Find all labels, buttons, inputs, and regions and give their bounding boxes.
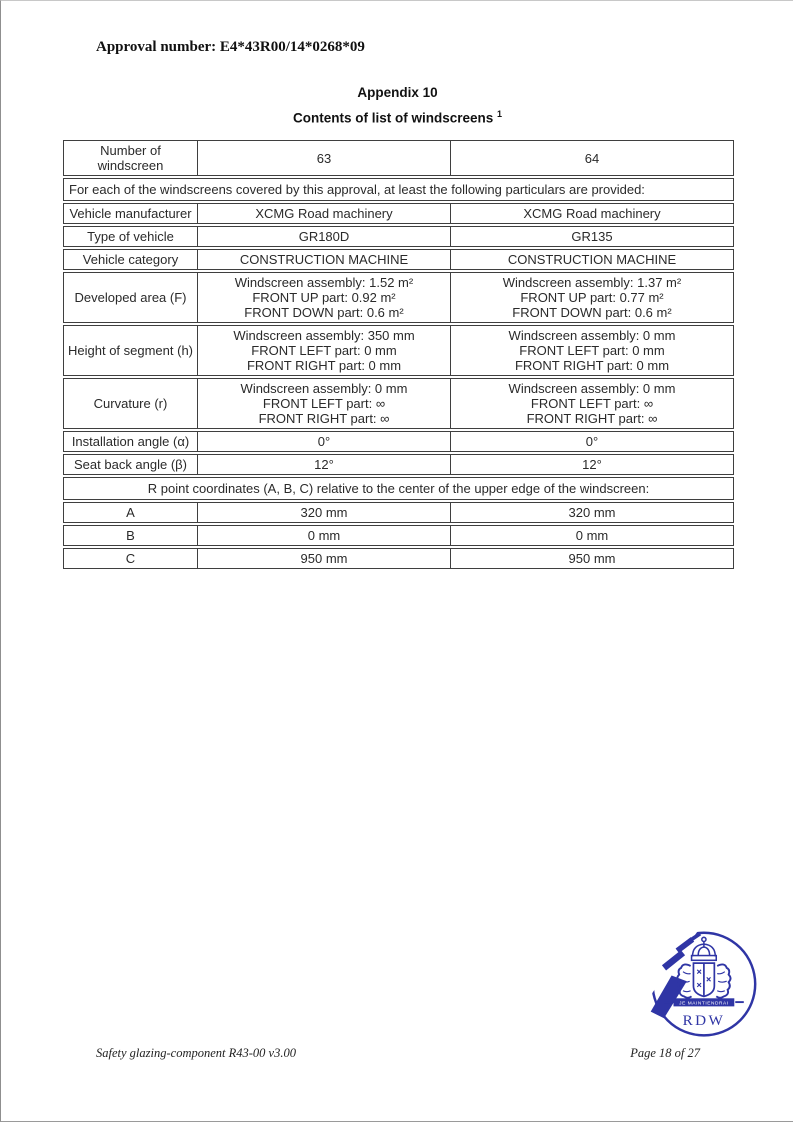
row-label: Curvature (r) bbox=[93, 396, 168, 411]
table-row bbox=[63, 431, 734, 452]
row-cell bbox=[197, 455, 450, 474]
row-cell bbox=[450, 204, 733, 223]
cell-line: 950 mm bbox=[300, 551, 348, 566]
row-label: Vehicle category bbox=[82, 252, 179, 267]
cell-line: GR180D bbox=[298, 229, 350, 244]
cell-line: FRONT LEFT part: 0 mm bbox=[251, 343, 397, 358]
row-cell bbox=[450, 503, 733, 522]
row-cell bbox=[197, 549, 450, 568]
cell-line: CONSTRUCTION MACHINE bbox=[239, 252, 409, 267]
table-row bbox=[63, 272, 734, 323]
crown-icon bbox=[692, 937, 717, 960]
contents-table bbox=[63, 140, 734, 569]
row-cell bbox=[197, 250, 450, 269]
row-cell bbox=[197, 526, 450, 545]
cell-line: FRONT LEFT part: ∞ bbox=[262, 396, 386, 411]
row-cell bbox=[450, 526, 733, 545]
approval-number: Approval number: E4*43R00/14*0268*09 bbox=[96, 39, 365, 55]
lion-right-icon bbox=[716, 964, 730, 997]
footnote-marker: 1 bbox=[497, 109, 503, 119]
table-row bbox=[63, 525, 734, 546]
cell-line: 320 mm bbox=[568, 505, 616, 520]
table-row bbox=[63, 178, 734, 201]
row-label: C bbox=[125, 551, 136, 566]
rdw-stamp-logo bbox=[645, 928, 759, 1042]
footer-page-number: Page 18 of 27 bbox=[630, 1046, 700, 1060]
cell-line: FRONT LEFT part: 0 mm bbox=[519, 343, 665, 358]
cell-line: 950 mm bbox=[568, 551, 616, 566]
motto-banner bbox=[664, 998, 744, 1006]
row-cell bbox=[450, 141, 733, 175]
row-cell bbox=[450, 250, 733, 269]
cell-line: FRONT RIGHT part: 0 mm bbox=[246, 358, 402, 373]
row-label: Height of segment (h) bbox=[68, 343, 194, 358]
cell-line: FRONT DOWN part: 0.6 m² bbox=[244, 305, 404, 320]
row-cell bbox=[450, 379, 733, 428]
table-row bbox=[63, 226, 734, 247]
cell-line: XCMG Road machinery bbox=[523, 206, 661, 221]
motto-text: JE MAINTIENDRAI bbox=[679, 1001, 729, 1007]
cell-line: FRONT DOWN part: 0.6 m² bbox=[512, 305, 672, 320]
cell-line: FRONT UP part: 0.92 m² bbox=[252, 290, 396, 305]
contents-title-text: Contents of list of windscreens bbox=[292, 110, 494, 126]
cell-line: 0 mm bbox=[575, 528, 609, 543]
cell-line: Windscreen assembly: 0 mm bbox=[508, 328, 676, 343]
shield-icon bbox=[693, 963, 714, 996]
row-label: Number of windscreen bbox=[97, 143, 164, 173]
row-label: Type of vehicle bbox=[87, 229, 174, 244]
row-cell bbox=[197, 379, 450, 428]
contents-title bbox=[1, 109, 793, 126]
cell-line: 0 mm bbox=[307, 528, 341, 543]
row-cell bbox=[197, 503, 450, 522]
row-cell bbox=[450, 227, 733, 246]
row-label: Vehicle manufacturer bbox=[69, 206, 192, 221]
rdw-wordmark: RDW bbox=[682, 1011, 726, 1029]
cell-line: Windscreen assembly: 1.52 m² bbox=[234, 275, 414, 290]
appendix-title: Appendix 10 bbox=[357, 85, 438, 100]
footer-document-id: Safety glazing-component R43-00 v3.00 bbox=[96, 1046, 296, 1060]
cell-line: FRONT LEFT part: ∞ bbox=[530, 396, 654, 411]
row-cell bbox=[197, 432, 450, 451]
row-label: Installation angle (α) bbox=[71, 434, 190, 449]
row-cell bbox=[197, 273, 450, 322]
row-label: B bbox=[126, 528, 135, 543]
cell-line: CONSTRUCTION MACHINE bbox=[507, 252, 677, 267]
row-cell bbox=[450, 432, 733, 451]
table-row bbox=[63, 378, 734, 429]
cell-line: 63 bbox=[316, 150, 332, 166]
cell-line: 12° bbox=[582, 457, 602, 472]
row-cell bbox=[197, 326, 450, 375]
cell-line: FRONT RIGHT part: ∞ bbox=[526, 411, 658, 426]
table-row bbox=[63, 325, 734, 376]
cell-line: Windscreen assembly: 350 mm bbox=[233, 328, 415, 343]
cell-line: FRONT RIGHT part: 0 mm bbox=[514, 358, 670, 373]
cell-line: FRONT UP part: 0.77 m² bbox=[520, 290, 664, 305]
table-row bbox=[63, 140, 734, 176]
cell-line: Windscreen assembly: 1.37 m² bbox=[502, 275, 682, 290]
row-cell bbox=[197, 141, 450, 175]
cell-line: FRONT RIGHT part: ∞ bbox=[258, 411, 390, 426]
row-label: Seat back angle (β) bbox=[74, 457, 187, 472]
cell-line: 320 mm bbox=[300, 505, 348, 520]
title-block bbox=[1, 85, 793, 126]
cell-line: 0° bbox=[317, 434, 331, 449]
table-row bbox=[63, 548, 734, 569]
cell-line: 64 bbox=[584, 150, 600, 166]
table-row bbox=[63, 454, 734, 475]
cell-line: Windscreen assembly: 0 mm bbox=[240, 381, 408, 396]
table-row bbox=[63, 477, 734, 500]
cell-line: GR135 bbox=[571, 229, 613, 244]
table-span-text: R point coordinates (A, B, C) relative to the center of the upper edge of the windscreen: bbox=[147, 481, 650, 496]
row-cell bbox=[450, 455, 733, 474]
table-row bbox=[63, 203, 734, 224]
cell-line: XCMG Road machinery bbox=[255, 206, 393, 221]
row-cell bbox=[197, 204, 450, 223]
row-label: Developed area (F) bbox=[74, 290, 187, 305]
cell-line: Windscreen assembly: 0 mm bbox=[508, 381, 676, 396]
table-row bbox=[63, 249, 734, 270]
cell-line: 0° bbox=[585, 434, 599, 449]
row-label: A bbox=[126, 505, 135, 520]
cell-line: 12° bbox=[314, 457, 334, 472]
row-cell bbox=[450, 273, 733, 322]
row-cell bbox=[450, 326, 733, 375]
row-cell bbox=[197, 227, 450, 246]
table-row bbox=[63, 502, 734, 523]
table-span-text: For each of the windscreens covered by this approval, at least the following particulars are provided: bbox=[69, 182, 645, 197]
row-cell bbox=[450, 549, 733, 568]
